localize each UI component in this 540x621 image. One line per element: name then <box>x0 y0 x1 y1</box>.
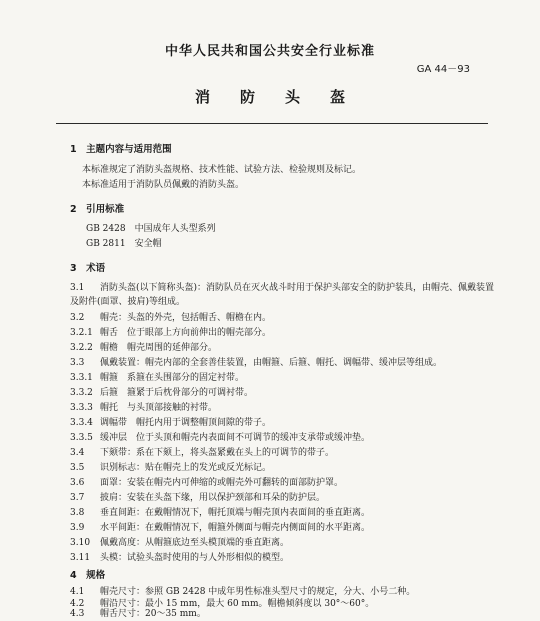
term-item: 3.4 下颏带：系在下颏上，将头盔紧戴在头上的可调节的带子。 <box>70 448 335 458</box>
section-heading: 2 引用标准 <box>70 204 125 215</box>
term-item: 3.6 面罩：安装在帽壳内可伸缩的或帽壳外可翻转的面部防护罩。 <box>70 478 344 488</box>
section-heading: 4 规格 <box>70 570 106 581</box>
term-item: 3.10 佩戴高度：从帽箍底边至头模顶端的垂直距离。 <box>70 538 290 548</box>
term-item: 3.11 头模：试验头盔时使用的与人外形相似的模型。 <box>70 553 290 563</box>
term-item: 3.3.2 后箍 箍紧于后枕骨部分的可调衬带。 <box>70 388 254 398</box>
standard-title: 中华人民共和国公共安全行业标准 <box>164 44 375 59</box>
standard-code: GA 44－93 <box>416 64 470 75</box>
term-item: 3.2.2 帽檐 帽壳周围的延伸部分。 <box>70 343 218 353</box>
term-item: 3.3.5 缓冲层 位于头顶和帽壳内表面间不可调节的缓冲支承带或缓冲垫。 <box>70 433 371 443</box>
term-item: 3.3.3 帽托 与头顶部接触的衬带。 <box>70 403 218 413</box>
document-title: 消 防 头 盔 <box>194 88 345 106</box>
section-heading: 3 术语 <box>70 263 106 274</box>
spec-item: 4.2 帽沿尺寸：最小 15 mm，最大 60 mm。帽檐倾斜度以 30°～60°。 <box>70 599 375 609</box>
paragraph: 本标准规定了消防头盔规格、技术性能、试验方法、检验规则及标记。 <box>82 165 362 175</box>
term-item: 3.5 识别标志：贴在帽壳上的发光或反光标记。 <box>70 463 272 473</box>
spec-item: 4.3 帽舌尺寸：20～35 mm。 <box>70 609 206 619</box>
header-rule <box>56 123 488 124</box>
term-item: 3.3 佩戴装置：帽壳内部的全套善佳装置，由帽箍、后箍、帽托、调幅带、缓冲层等组成。 <box>70 358 443 368</box>
reference-item: GB 2428 中国成年人头型系列 <box>86 224 216 234</box>
term-item: 3.1 消防头盔(以下简称头盔)：消防队员在灭火战斗时用于保护头部安全的防护装具，由帽壳、佩戴装置及附件(面罩、披肩)等组成。 <box>70 283 495 307</box>
paragraph: 本标准适用于消防队员佩戴的消防头盔。 <box>82 180 245 190</box>
term-item: 3.7 披肩：安装在头盔下缘，用以保护颈部和耳朵的防护层。 <box>70 493 326 503</box>
term-item: 3.9 水平间距：在戴帽情况下，帽箍外侧面与帽壳内侧面间的水平距离。 <box>70 523 371 533</box>
term-item: 3.3.1 帽箍 系箍在头围部分的固定衬带。 <box>70 373 245 383</box>
term-item: 3.3.4 调幅带 帽托内用于调整帽顶间隙的带子。 <box>70 418 272 428</box>
term-item: 3.8 垂直间距：在戴帽情况下，帽托顶端与帽壳顶内表面间的垂直距离。 <box>70 508 371 518</box>
term-item: 3.2 帽壳：头盔的外壳，包括帽舌、帽檐在内。 <box>70 313 272 323</box>
reference-item: GB 2811 安全帽 <box>86 239 162 249</box>
section-heading: 1 主题内容与适用范围 <box>70 144 172 155</box>
term-item: 3.2.1 帽舌 位于眼部上方向前伸出的帽壳部分。 <box>70 328 272 338</box>
spec-item: 4.1 帽壳尺寸：参照 GB 2428 中成年男性标准头型尺寸的规定，分大、小号二种。 <box>70 587 416 597</box>
